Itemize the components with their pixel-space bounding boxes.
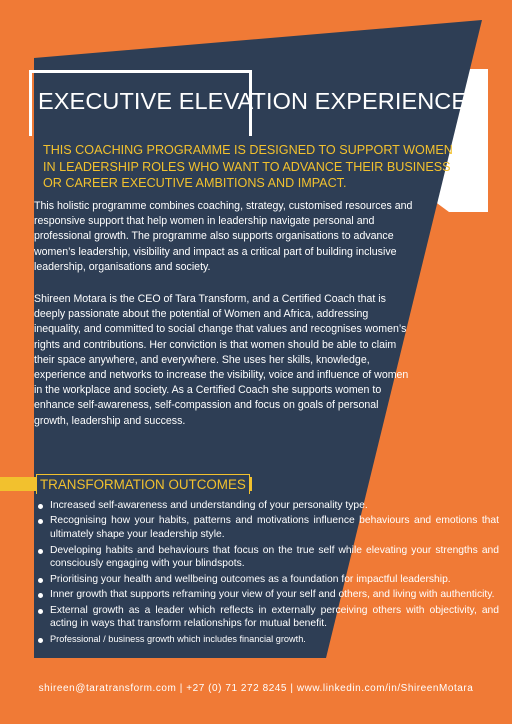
programme-description: This holistic programme combines coaching, strategy, customised resources and responsive support that help women in leadership navigate personal and professional growth. The programme also supports organisations to advance women’s leadership, visibility and impact as a critical part of building inclusive leadership, organisations and society. [34,200,413,273]
bullet-icon [38,519,43,524]
outcomes-heading: TRANSFORMATION OUTCOMES [36,474,250,494]
outcome-text: Inner growth that supports reframing your view of your self and others, and living with authenticity. [50,589,495,601]
list-item [36,573,499,587]
outcome-text: External growth as a leader which reflects in externally perceiving others with objectivity, and acting in ways that transform relationships for mutual benefit. [50,604,499,630]
bullet-icon [38,593,43,598]
list-item [36,633,499,647]
page-title: EXECUTIVE ELEVATION EXPERIENCE [38,88,468,114]
outcome-text: Developing habits and behaviours that focus on the true self while elevating your strengths and consciously engaging with your blindspots. [50,544,499,570]
list-item [36,514,499,542]
list-item [36,499,499,513]
contact-footer: shireen@taratransform.com | +27 (0) 71 272 8245 | www.linkedin.com/in/ShireenMotara [38,683,474,694]
outcome-text: Increased self-awareness and understanding of your personality type. [50,500,368,511]
outcomes-list [36,499,499,648]
list-item [36,588,499,602]
list-item [36,544,499,572]
programme-subtitle: THIS COACHING PROGRAMME IS DESIGNED TO SUPPORT WOMEN IN LEADERSHIP ROLES WHO WANT TO ADVANCE THEIR BUSINESS OR CAREER EXECUTIVE AMBITIONS AND IMPACT. [43,143,453,190]
outcome-text: Recognising how your habits, patterns and motivations influence behaviours and emotions that ultimately shape your leadership style. [50,515,499,541]
list-item [36,604,499,632]
bullet-icon [38,504,43,509]
bullet-icon [38,609,43,614]
outcome-text: Professional / business growth which includes financial growth. [50,633,306,644]
outcome-text: Prioritising your health and wellbeing outcomes as a foundation for impactful leadership. [50,573,451,585]
bullet-icon [38,549,43,554]
bullet-icon [38,638,43,643]
bullet-icon [38,578,43,583]
coach-bio: Shireen Motara is the CEO of Tara Transform, and a Certified Coach that is deeply passionate about the potential of Women and Africa, addressing inequality, and committed to social change that values and recognises women’s rights and contributions. Her conviction is that women should be able to claim their space anywhere, and everywhere. She uses her skills, knowledge, experience and networks to increase the visibility, voice and influence of women in the workplace and society. As a Certified Coach she supports women to enhance self-awareness, self-compassion and focus on goals of personal growth, leadership and success. [34,293,409,427]
